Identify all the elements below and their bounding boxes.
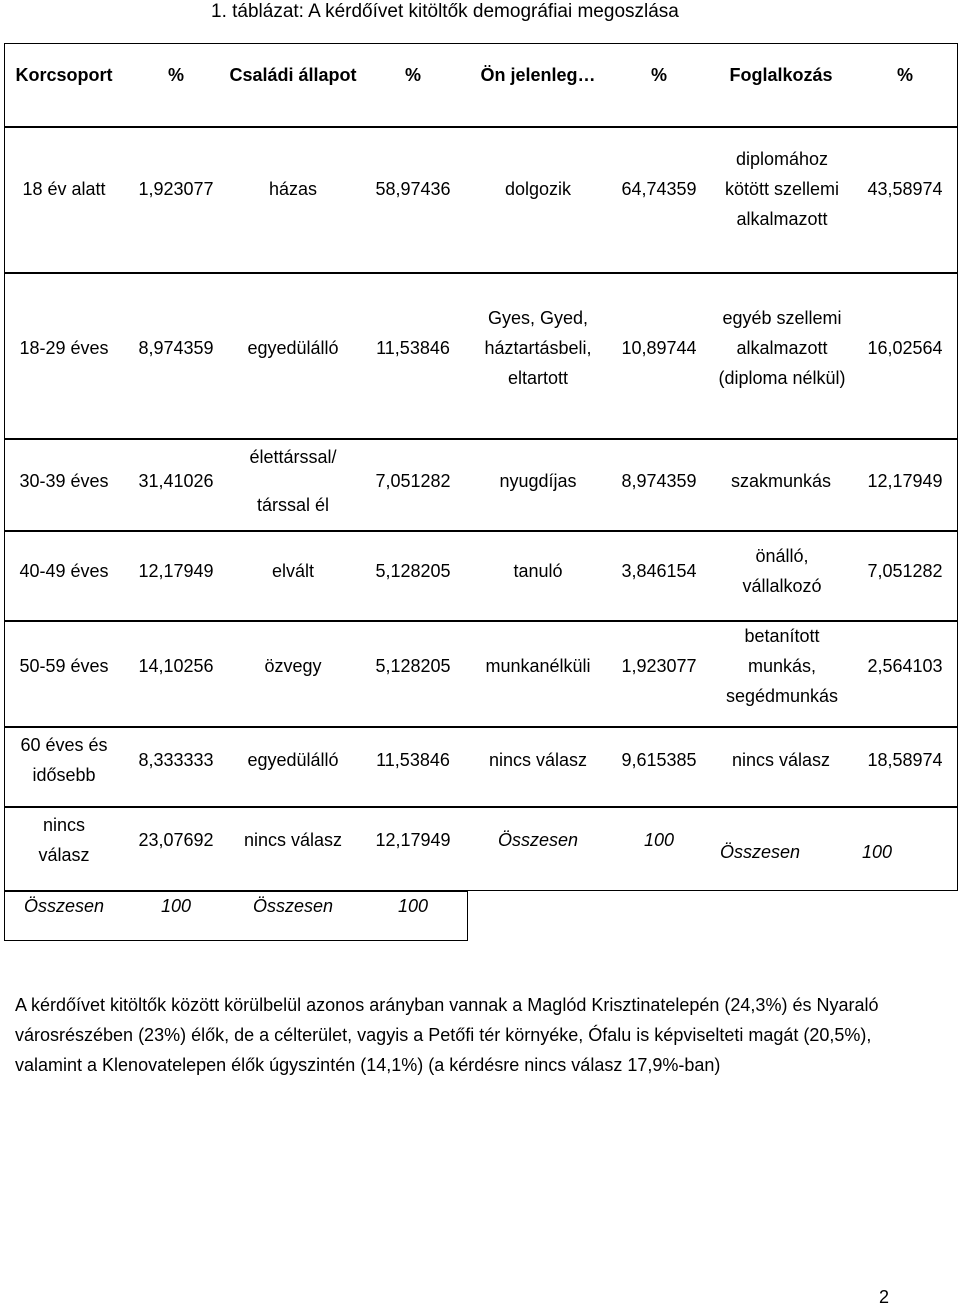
cell-age-pct: 14,10256 (138, 656, 214, 676)
cell-age: 18 év alatt (22, 178, 106, 199)
cell-marital: egyedülálló (247, 337, 339, 358)
cell-occupation: önálló, vállalkozó (742, 546, 822, 596)
cell-status-total: Összesen (497, 830, 579, 850)
cell-occupation: betanított munkás, segédmunkás (725, 626, 839, 706)
cell-age-pct: 23,07692 (138, 830, 214, 850)
cell-age: nincs válasz (38, 815, 90, 865)
cell-marital-pct: 5,128205 (375, 561, 451, 581)
cell-status: munkanélküli (485, 656, 591, 676)
page-number: 2 (878, 1287, 889, 1307)
cell-status: nincs válasz (488, 750, 588, 770)
cell-marital: elvált (271, 561, 315, 581)
cell-marital: egyedülálló (247, 750, 339, 770)
cell-age: 50-59 éves (19, 656, 109, 676)
cell-occupation-total-pct: 100 (862, 842, 893, 862)
cell-marital-total: Összesen (252, 896, 334, 916)
cell-occupation-pct: 16,02564 (867, 337, 943, 358)
cell-age-pct: 1,923077 (138, 178, 214, 199)
cell-marital: nincs válasz (243, 830, 343, 850)
cell-marital-pct: 58,97436 (375, 178, 451, 199)
cell-occupation-pct: 2,564103 (867, 656, 943, 676)
cell-marital-total-pct: 100 (397, 896, 429, 916)
cell-age: 40-49 éves (19, 561, 109, 581)
cell-marital-pct: 11,53846 (376, 337, 450, 358)
cell-marital: élettárssal/ társsal él (249, 447, 337, 515)
cell-status-pct: 64,74359 (621, 178, 697, 199)
cell-occupation-total: Összesen (720, 842, 801, 862)
header-percent-1: % (167, 65, 184, 85)
cell-marital: házas (268, 178, 318, 199)
cell-marital: özvegy (264, 656, 322, 676)
cell-age-total-pct: 100 (160, 896, 192, 916)
cell-age: 60 éves és idősebb (20, 735, 108, 785)
cell-marital-pct: 5,128205 (375, 656, 451, 676)
cell-age-pct: 31,41026 (138, 471, 214, 491)
cell-status-pct: 10,89744 (621, 337, 697, 358)
cell-occupation: diplomához kötött szellemi alkalmazott (724, 148, 840, 229)
cell-occupation: szakmunkás (730, 471, 832, 491)
header-marital-status: Családi állapot (229, 65, 357, 85)
cell-marital-pct: 12,17949 (375, 830, 451, 850)
cell-age-total: Összesen (23, 896, 105, 916)
cell-age-pct: 12,17949 (138, 561, 214, 581)
cell-status-pct: 8,974359 (621, 471, 697, 491)
cell-age-pct: 8,974359 (138, 337, 214, 358)
cell-age-pct: 8,333333 (138, 750, 214, 770)
cell-occupation-pct: 7,051282 (867, 561, 943, 581)
table-caption: 1. táblázat: A kérdőívet kitöltők demográfiai megoszlása (211, 1, 679, 22)
header-current-status: Ön jelenleg… (480, 65, 596, 85)
cell-status-pct: 1,923077 (621, 656, 697, 676)
cell-occupation: nincs válasz (731, 750, 831, 770)
cell-status: dolgozik (504, 178, 572, 199)
header-percent-4: % (896, 65, 913, 85)
cell-occupation-pct: 43,58974 (867, 178, 943, 199)
cell-status-pct: 3,846154 (621, 561, 697, 581)
header-percent-2: % (404, 65, 421, 85)
cell-status-total-pct: 100 (643, 830, 675, 850)
cell-occupation-pct: 18,58974 (867, 750, 943, 770)
summary-paragraph: A kérdőívet kitöltők között körülbelül azonos arányban vannak a Maglód Krisztinatelepén (24,3%) és Nyaraló városrészében (23%) élők, de a célterület, vagyis a Petőfi tér környéke, Ófalu is képviselteti magát (20,5%), valamint a Klenovatelepen élők úgyszintén (14,1%) (a kérdésre nincs válasz 17,9%-ban) (15, 995, 879, 1075)
header-occupation: Foglalkozás (729, 65, 833, 85)
cell-status: nyugdíjas (499, 471, 577, 491)
cell-marital-pct: 7,051282 (375, 471, 451, 491)
cell-occupation-pct: 12,17949 (867, 471, 943, 491)
cell-status: Gyes, Gyed, háztartásbeli, eltartott (484, 307, 592, 388)
cell-age: 30-39 éves (19, 471, 109, 491)
cell-marital-pct: 11,53846 (376, 750, 450, 770)
cell-status-pct: 9,615385 (621, 750, 697, 770)
header-percent-3: % (650, 65, 667, 85)
cell-occupation: egyéb szellemi alkalmazott (diploma nélkül) (718, 307, 846, 388)
cell-age: 18-29 éves (19, 337, 109, 358)
header-age-group: Korcsoport (15, 65, 113, 85)
cell-status: tanuló (513, 561, 563, 581)
